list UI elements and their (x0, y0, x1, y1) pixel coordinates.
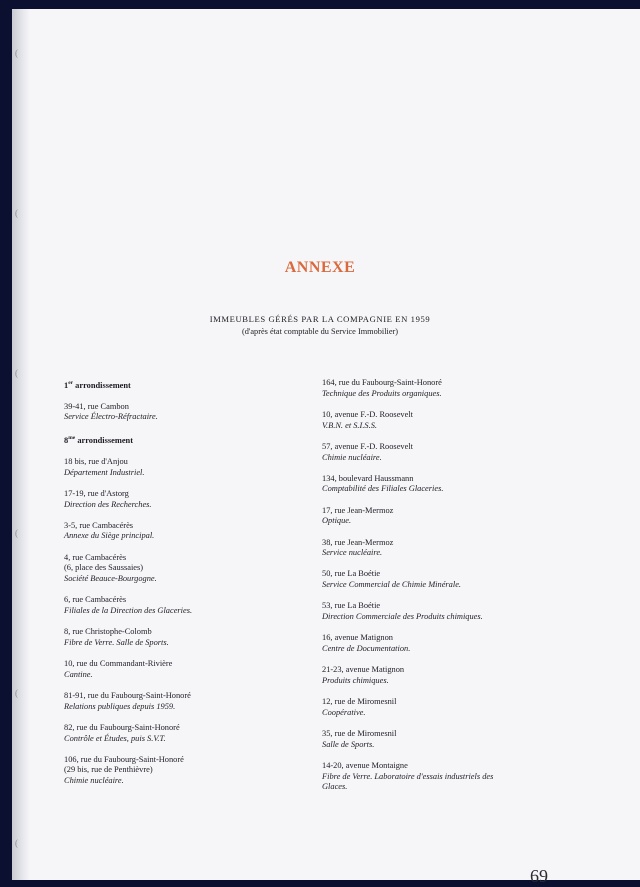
arrondissement-heading: $8^{me}$ arrondissement (64, 435, 133, 446)
address-line: 164, rue du Faubourg-Saint-Honoré (322, 378, 442, 387)
address-entry (64, 402, 294, 423)
address-line: 18 bis, rue d'Anjou (64, 456, 128, 466)
address-line: 8, rue Christophe-Colomb (64, 627, 152, 637)
department-label: Fibre de Verre. Salle de Sports. (64, 637, 169, 647)
department-label: Comptabilité des Filiales Glaceries. (322, 484, 444, 494)
address-line: 10, rue du Commandant-Rivière (64, 659, 173, 669)
department-label: V.B.N. et S.I.S.S. (322, 420, 377, 430)
address-line: 10, avenue F.-D. Roosevelt (322, 409, 413, 419)
binding-stitch: ( (15, 368, 18, 378)
address-entry (322, 538, 552, 559)
address-line: (29 bis, rue de Penthièvre) (64, 765, 153, 775)
address-entry (64, 723, 294, 744)
address-entry (322, 665, 552, 686)
address-entry (322, 729, 552, 750)
address-entry (322, 442, 552, 463)
address-line: 14-20, avenue Montaigne (322, 760, 408, 770)
address-entry (64, 659, 294, 680)
department-label: Direction des Recherches. (64, 499, 152, 509)
department-label: Service Électro-Réfractaire. (64, 412, 158, 422)
address-entry (322, 569, 552, 590)
address-entry (64, 489, 294, 510)
address-entry (64, 553, 294, 585)
department-label: Produits chimiques. (322, 675, 389, 685)
address-line: 16, avenue Matignon (322, 633, 393, 643)
address-line: 3-5, rue Cambacérès (64, 520, 134, 530)
right-column (322, 378, 552, 803)
department-label: Société Beauce-Bourgogne. (64, 574, 157, 584)
binding-stitch: ( (15, 48, 18, 58)
address-entry (322, 410, 552, 431)
address-line: 17, rue Jean-Mermoz (322, 505, 394, 515)
address-line: 4, rue Cambacérès (64, 552, 127, 562)
department-label: Technique des Produits organiques. (322, 388, 442, 398)
address-line: 6, rue Cambacérès (64, 595, 127, 605)
address-line: 17-19, rue d'Astorg (64, 488, 129, 498)
department-label: Fibre de Verre. Laboratoire d'essais industriels des (322, 771, 494, 781)
page-title: ANNEXE (284, 259, 356, 276)
address-entry (64, 457, 294, 478)
address-entry (322, 697, 552, 718)
address-line: 35, rue de Miromesnil (322, 728, 397, 738)
address-entry (64, 595, 294, 616)
department-label: Direction Commerciale des Produits chimiques. (322, 612, 483, 622)
department-label: Service Commercial de Chimie Minérale. (322, 580, 462, 590)
address-entry (322, 378, 552, 399)
department-label: Salle de Sports. (322, 739, 375, 749)
address-line: 81-91, rue du Faubourg-Saint-Honoré (64, 690, 191, 700)
address-entry (322, 474, 552, 495)
department-label: Relations publiques depuis 1959. (64, 701, 176, 711)
address-entry (64, 755, 294, 787)
page-number: 69 (530, 866, 548, 886)
department-label: Chimie nucléaire. (322, 452, 382, 462)
address-entry (64, 691, 294, 712)
address-line: 50, rue La Boétie (322, 569, 381, 579)
binding-stitch: ( (15, 838, 18, 848)
address-line: 21-23, avenue Matignon (322, 665, 405, 675)
address-entry (322, 761, 552, 793)
left-column (64, 378, 294, 797)
address-line: 38, rue Jean-Mermoz (322, 537, 394, 547)
address-line: 134, boulevard Haussmann (322, 473, 414, 483)
address-line: 39-41, rue Cambon (64, 401, 129, 411)
address-line: 53, rue La Boétie (322, 601, 381, 611)
department-label: Chimie nucléaire. (64, 776, 124, 786)
address-entry (64, 627, 294, 648)
address-entry (322, 506, 552, 527)
binding-stitch: ( (15, 528, 18, 538)
address-line: (6, place des Saussaies) (64, 563, 144, 573)
address-line: 106, rue du Faubourg-Saint-Honoré (64, 754, 184, 764)
department-label: Cantine. (64, 669, 93, 679)
page-subtitle: IMMEUBLES GÉRÉS PAR LA COMPAGNIE EN 1959 (209, 314, 431, 324)
arrondissement-heading: 1er arrondissement (64, 380, 131, 390)
binding-stitch: ( (15, 208, 18, 218)
department-label: Annexe du Siège principal. (64, 531, 155, 541)
department-label: Service nucléaire. (322, 548, 383, 558)
department-label: Département Industriel. (64, 467, 145, 477)
department-label: Contrôle et Études, puis S.V.T. (64, 733, 166, 743)
department-label: Centre de Documentation. (322, 643, 411, 653)
department-label: Coopérative. (322, 707, 366, 717)
address-entry (322, 633, 552, 654)
department-label: Glaces. (322, 782, 348, 792)
address-entry (322, 601, 552, 622)
address-line: 82, rue du Faubourg-Saint-Honoré (64, 722, 180, 732)
address-entry (64, 521, 294, 542)
address-line: 57, avenue F.-D. Roosevelt (322, 441, 413, 451)
page-binding (12, 9, 30, 880)
source-note: (d'après état comptable du Service Immobilier) (241, 327, 399, 336)
department-label: Optique. (322, 516, 352, 526)
binding-stitch: ( (15, 688, 18, 698)
address-line: 12, rue de Miromesnil (322, 697, 397, 707)
department-label: Filiales de la Direction des Glaceries. (64, 605, 193, 615)
